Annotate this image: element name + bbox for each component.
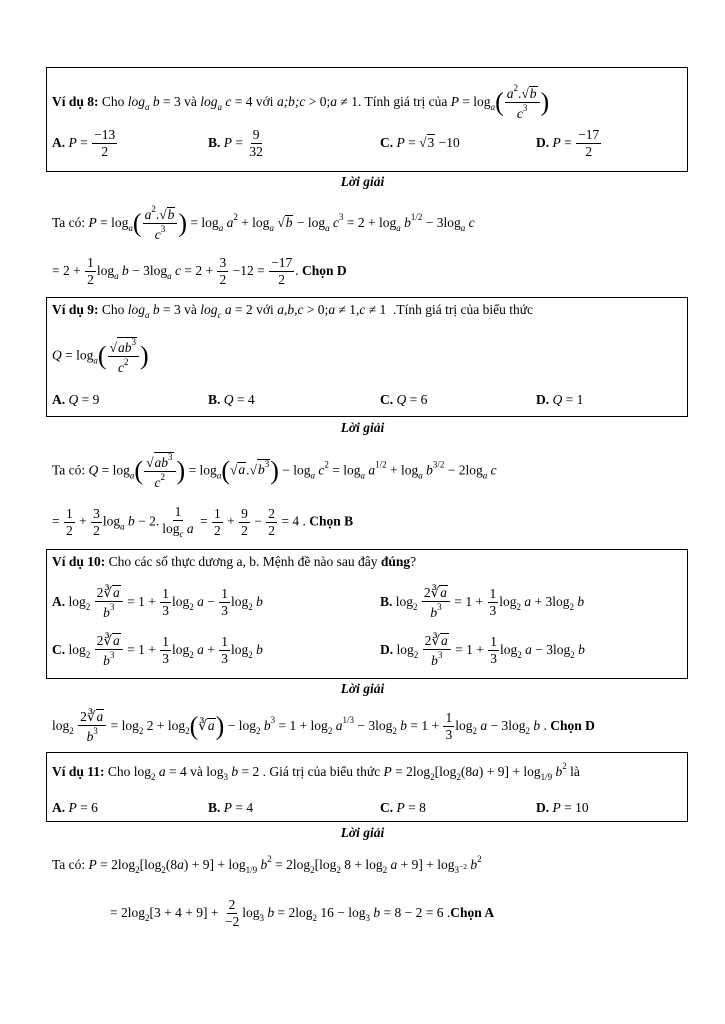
example-10-answer: Chọn D [550,717,595,733]
example-9-option-a[interactable]: A. Q = 9 [52,392,100,407]
example-8-option-a[interactable]: A. P = $\frac{-13}{2}$ [52,127,116,160]
example-10-label: Ví dụ 10: [52,554,106,569]
example-10-option-b[interactable]: B. $\log_2$ $\frac{2∛a}{b^3}$ = 1 + $\frac{1}{3}$ $\log_2 a + 3\log_2$ b [380,585,585,621]
example-8-label: Ví dụ 8: [52,93,99,109]
example-11-question: Ví dụ 11: Cho $\log_2 a = 4$ và $\log_3 b = 2$ . Giá trị của biểu thức $P = 2\log_2[\log_2(8a) + 9] + \log_{1/9} b^2$ là [52,761,580,782]
example-11-option-c[interactable]: C. P = 8 [380,800,426,815]
example-11-solution-line-2: = $2\log_2[3 + 4 + 9]$ + $\frac{2}{-2}$ $\log_3 b = 2\log_2$ $16 - \log_3 b = 8 - 2 = 6$ .Chọn A [110,897,495,930]
example-10-solution-line-1: $\log_2$ $\frac{2∛a}{b^3}$ = $\log_2 2$ + $\log_2(∛a) - \log_2 b^3 = 1 + \log_2 a^{1/3} - 3\log_2$ b = 1 + $\frac{1}{3}$ $\log_2 a - 3\log_2$ b . Chọn D [52,709,595,745]
example-8-solution-line-2: = 2 + $\frac{1}{2}$ $\log_a b - 3\log_a$ c = 2 + $\frac{3}{2}$ −12 = $\frac{-17}{2}$ . Chọn D [52,255,347,288]
example-9-solution-heading: Lời giải [340,420,385,435]
example-11-label: Ví dụ 11: [52,764,105,779]
example-8-option-b[interactable]: B. P = $\frac{9}{32}$ [208,127,263,160]
example-11-option-a[interactable]: A. P = 6 [52,800,98,815]
example-9-question-expression: $Q = \log_a$( $\frac{√ab^3}{c^2}$ ) [52,337,149,376]
example-11-solution-line-1: Ta có: $P = 2\log_2[\log_2(8a) + 9] + \log_{1/9} b^2 = 2\log_2[\log_2$ $8 + \log_2 a + 9] + \log_{3^{-2}} b^2$ [52,854,482,875]
example-10-question: Ví dụ 10: Cho các số thực dương a, b. Mệnh đề nào sau đây đúng? [52,554,417,569]
example-9-option-c[interactable]: C. Q = 6 [380,392,428,407]
example-9-label: Ví dụ 9: [52,302,99,317]
example-9-option-b[interactable]: B. Q = 4 [208,392,255,407]
example-11-answer: Chọn A [450,904,495,920]
example-10-option-c[interactable]: C. $\log_2$ $\frac{2∛a}{b^3}$ = 1 + $\frac{1}{3}$ $\log_2 a$ + $\frac{1}{3}$ $\log_2 b$ [52,633,263,669]
example-8-solution-line-1: Ta có: $P = \log_a$( $\frac{a^2.√b}{c^3}$ ) = $\log_a a^2 + \log_a √b - \log_a c^3 = 2 + \log_a b^{1/2} - 3\log_a$ c [52,204,475,243]
example-8-question: Ví dụ 8: Cho $\log_a b = 3$ và $\log_a c = 4$ với a;b;c > 0;a ≠ 1. Tính giá trị của $P = \log_a$( $\frac{a^2.√b}{c^3}$ ) [52,83,550,122]
example-9-solution-line-1: Ta có: $Q = \log_a$( $\frac{√ab^3}{c^2}$ ) = $\log_a(√a.√b^3) - \log_a c^2 = \log_a a^{1/2} + \log_a b^{3/2} - 2\log_a$ c [52,452,497,491]
example-9-option-d[interactable]: D. Q = 1 [536,392,584,407]
example-8-solution-heading: Lời giải [340,174,385,189]
example-8-option-c[interactable]: C. P = √3 −10 [380,135,460,150]
example-8-option-d[interactable]: D. P = $\frac{-17}{2}$ [536,127,600,160]
example-10-solution-heading: Lời giải [340,681,385,696]
example-8-answer: Chọn D [301,262,347,278]
example-11-option-d[interactable]: D. P = 10 [536,800,589,815]
example-11-solution-heading: Lời giải [340,825,385,840]
example-9-answer: Chọn B [309,513,354,529]
example-11-option-b[interactable]: B. P = 4 [208,800,254,815]
example-10-option-d[interactable]: D. $\log_2$ $\frac{2∛a}{b^3}$ = 1 + $\frac{1}{3}$ $\log_2 a - 3\log_2$ b [380,633,585,669]
example-9-question: Ví dụ 9: Cho $\log_a b = 3$ và $\log_c a = 2$ với a,b,c > 0;a ≠ 1,c ≠ 1 .Tính giá trị của biểu thức [52,302,534,320]
example-9-solution-line-2: = $\frac{1}{2}$ + $\frac{3}{2}$ $\log_a b - 2$. $\frac{1}{\log_c a}$ = $\frac{1}{2}$ + $\frac{9}{2}$ − $\frac{2}{2}$ = 4 . Chọn B [52,504,354,540]
example-10-option-a[interactable]: A. $\log_2$ $\frac{2∛a}{b^3}$ = 1 + $\frac{1}{3}$ $\log_2 a$ − $\frac{1}{3}$ $\log_2 b$ [52,585,263,621]
